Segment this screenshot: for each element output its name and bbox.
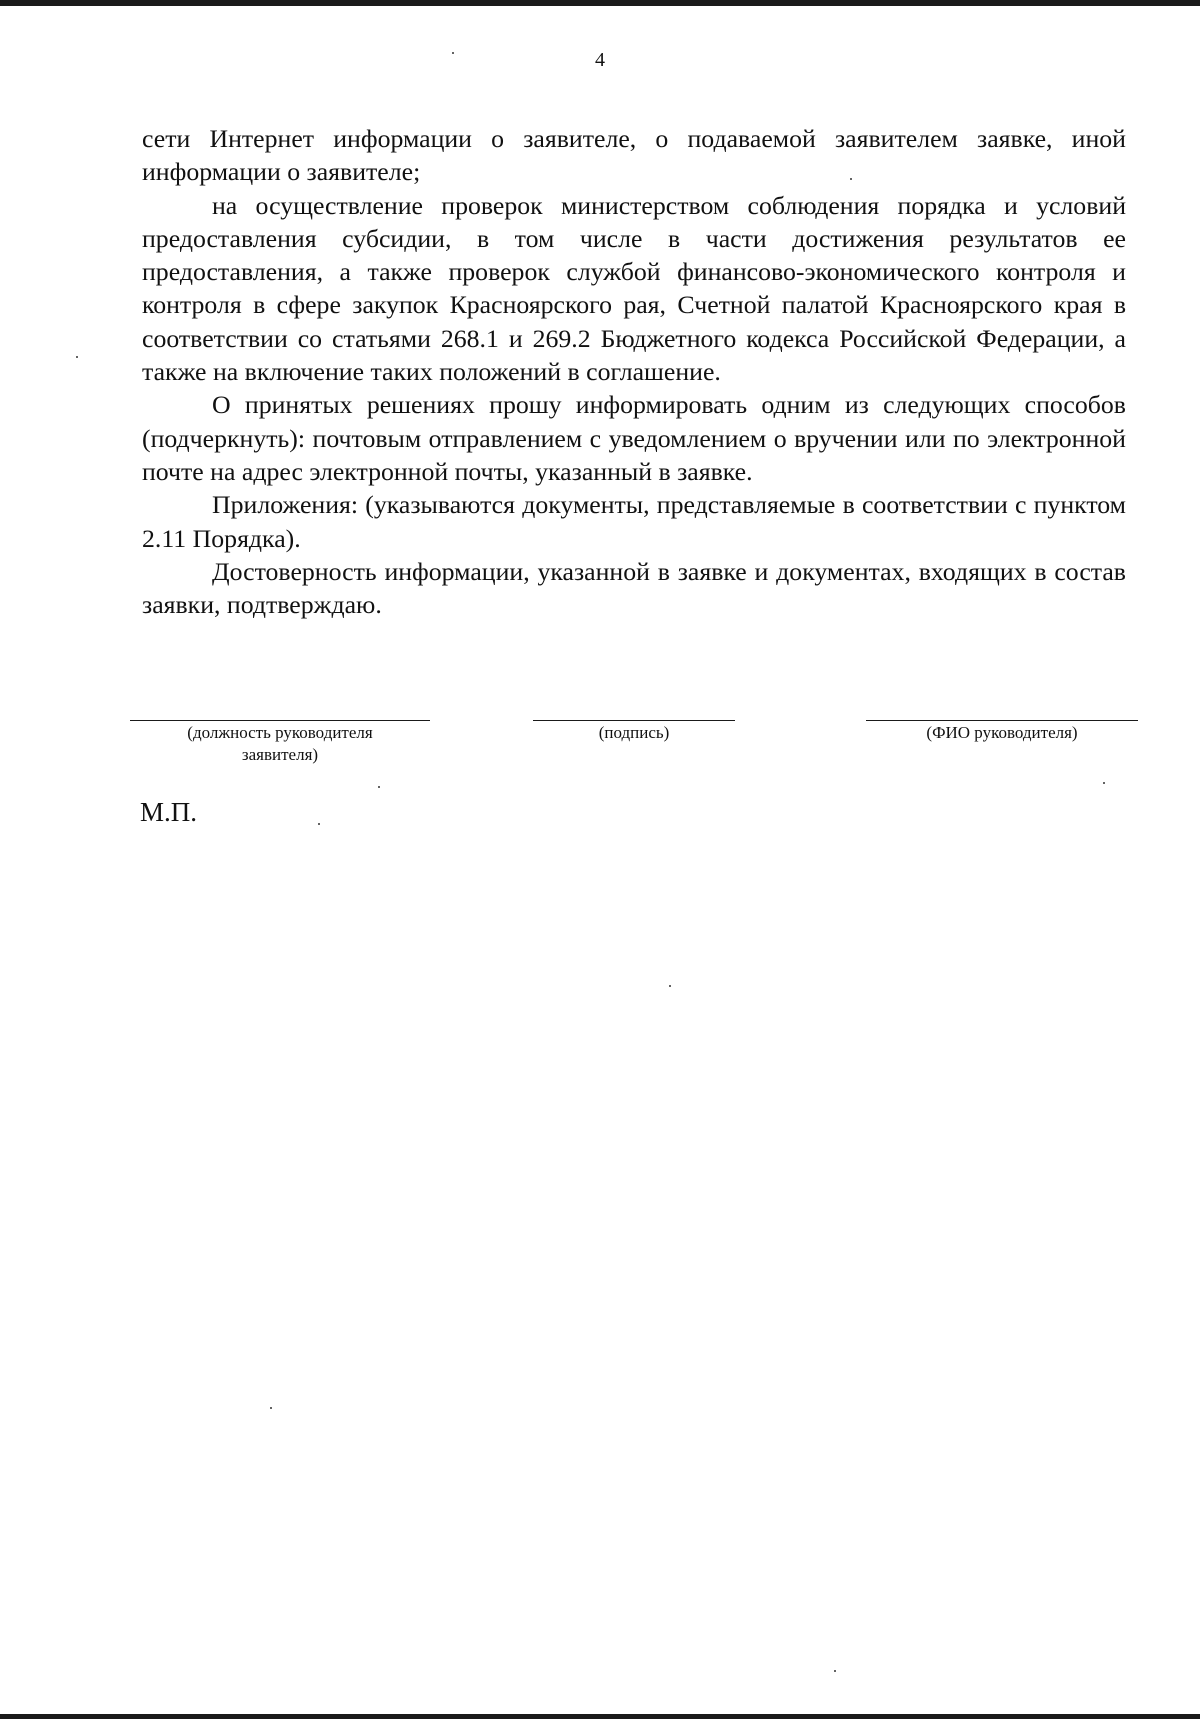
scan-border-top (0, 0, 1200, 6)
scan-speck (378, 786, 380, 788)
paragraph-notification-method: О принятых решениях прошу информировать одним из следующих способов (подчеркнуть): почтовым отправлением с уведомлением о вручении или по электронной почте на адрес электронной почты, указанный в заявке. (142, 390, 1126, 486)
signature-line (533, 720, 735, 721)
paragraph-consent-continuation: сети Интернет информации о заявителе, о подаваемой заявителем заявке, иной информации о заявителе; (142, 124, 1126, 187)
stamp-placeholder: М.П. (140, 797, 198, 827)
paragraph-accuracy-confirmation: Достоверность информации, указанной в заявке и документах, входящих в состав заявки, подтверждаю. (142, 556, 1126, 620)
paragraph-attachments: Приложения: (указываются документы, представляемые в соответствии с пунктом 2.11 Порядка). (142, 490, 1126, 553)
scan-speck (834, 1670, 836, 1672)
signature-caption: (подпись) (598, 723, 670, 742)
scan-speck (669, 985, 671, 987)
name-caption: (ФИО руководителя) (926, 723, 1078, 742)
scan-speck (850, 178, 852, 180)
scan-speck (318, 823, 320, 825)
position-signature-line (130, 720, 430, 721)
scan-speck (452, 52, 454, 54)
scan-speck (270, 1407, 272, 1409)
document-body (142, 122, 1126, 621)
paragraph-inspections-consent: на осуществление проверок министерством соблюдения порядка и условий предоставления субсидии, в том числе в части достижения результатов ее предоставления, а также проверок службой финансово-экономического контроля и контроля в сфере закупок Красноярского рая, Счетной палатой Красноярского края в соответствии со статьями 268.1 и 269.2 Бюджетного кодекса Российской Федерации, а также на включение таких положений в соглашение. (142, 190, 1126, 387)
scan-border-bottom (0, 1714, 1200, 1719)
position-caption: (должность руководителя заявителя) (187, 723, 373, 764)
name-signature-line (866, 720, 1138, 721)
scan-speck (76, 356, 78, 358)
scan-speck (1103, 782, 1105, 784)
page-number: 4 (595, 49, 605, 71)
